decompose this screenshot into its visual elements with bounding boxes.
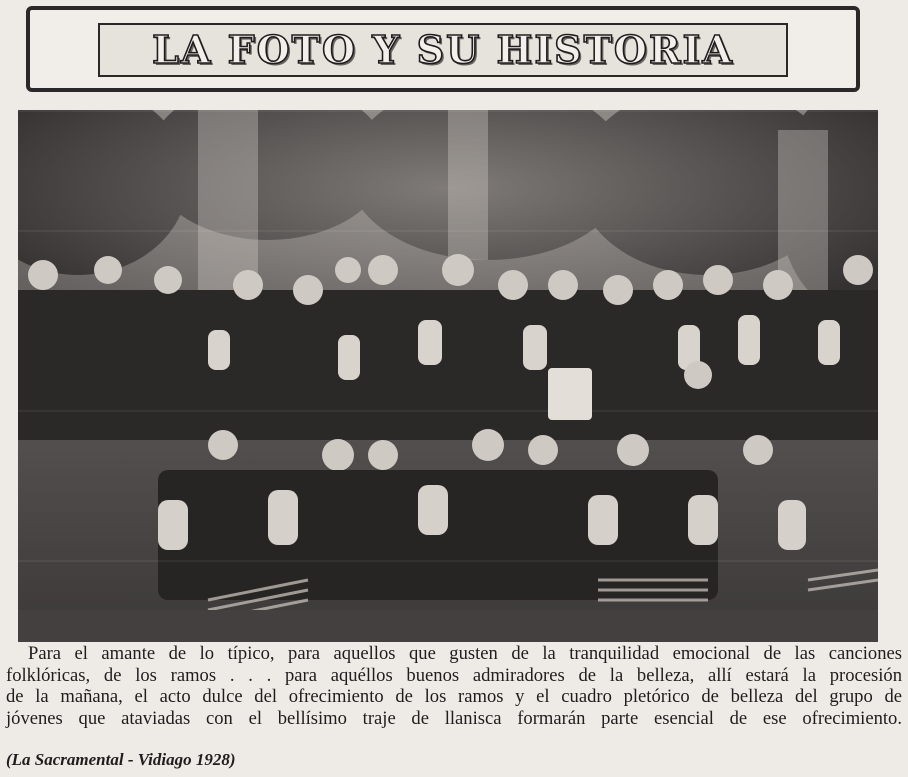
page-title: LA FOTO Y SU HISTORIA [152, 27, 734, 72]
group-photo-icon [18, 110, 878, 642]
photo-caption [6, 643, 902, 729]
caption-line: folklóricas, de los ramos . . . para aquéllos buenos admiradores de la belleza, allí estará la procesión [6, 664, 902, 686]
caption-line: Para el amante de lo típico, para aquellos que gusten de la tranquilidad emocional de las canciones [28, 643, 902, 664]
header-frame [26, 6, 860, 92]
caption-line: de la mañana, el acto dulce del ofrecimiento de los ramos y el cuadro pletórico de belleza del grupo de [6, 686, 902, 707]
caption-line: jóvenes que ataviadas con el bellísimo traje de llanisca formarán parte esencial de ese ofrecimiento. [6, 707, 902, 729]
header-title-box [98, 23, 788, 77]
group-photo [18, 110, 878, 642]
photo-credit: (La Sacramental - Vidiago 1928) [6, 750, 236, 769]
